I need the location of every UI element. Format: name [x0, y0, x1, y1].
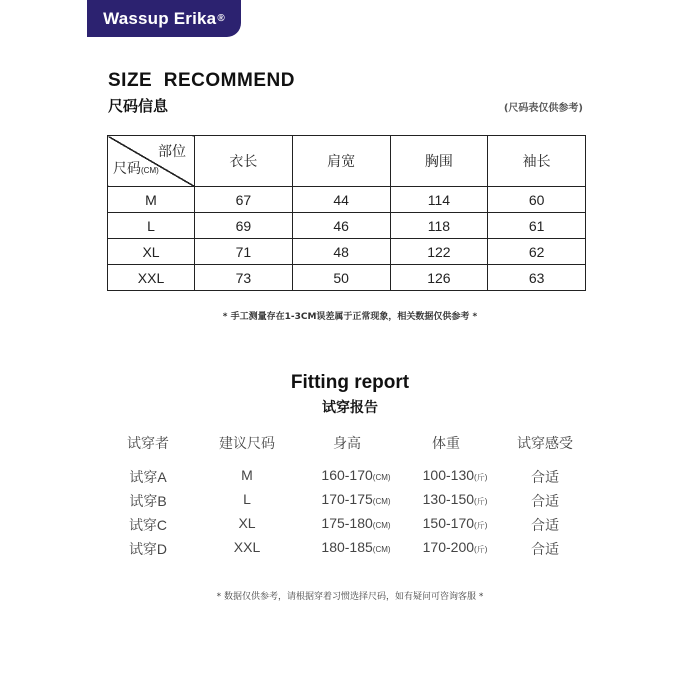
height-unit: (CM): [372, 473, 391, 482]
tester-size: L: [243, 491, 251, 507]
tester-feel: 合适: [531, 541, 559, 557]
tester-weight: [423, 515, 488, 531]
table-cell: 67: [195, 187, 293, 213]
table-cell: 71: [195, 239, 293, 265]
tester-size: XL: [238, 515, 256, 531]
table-cell: 62: [488, 239, 586, 265]
tester-height: [321, 515, 390, 531]
tester-height: [321, 539, 390, 555]
size-label: M: [108, 187, 195, 213]
fitting-footnote: * 数据仅供参考，请根据穿着习惯选择尺码，如有疑问可咨询客服 *: [216, 592, 484, 602]
fitting-row: [0, 491, 700, 515]
column-header: 胸围: [390, 136, 488, 187]
fitting-row: [0, 539, 700, 563]
corner-bottom-label: [113, 158, 159, 178]
table-cell: 63: [488, 265, 586, 291]
tester-size: M: [241, 467, 253, 483]
fitting-header: 建议尺码: [219, 435, 275, 451]
size-note: (尺码表仅供参考): [503, 103, 583, 114]
fitting-header: 试穿者: [127, 435, 169, 451]
table-cell: 50: [292, 265, 390, 291]
table-row: [108, 187, 586, 213]
fitting-row: [0, 515, 700, 539]
height-unit: (CM): [372, 521, 391, 530]
brand-logo: [87, 0, 241, 37]
weight-unit: (斤): [474, 521, 488, 530]
tester-name: 试穿A: [129, 469, 167, 485]
fitting-header: 试穿感受: [517, 435, 573, 451]
height-value: 160-170: [321, 467, 373, 483]
tester-height: [321, 491, 390, 507]
size-label: XL: [108, 239, 195, 265]
fitting-title-en: Fitting report: [290, 372, 410, 393]
tester-size: XXL: [233, 539, 261, 555]
column-header: 肩宽: [292, 136, 390, 187]
tester-feel: 合适: [531, 469, 559, 485]
tester-name: 试穿D: [128, 541, 168, 557]
tester-weight: [423, 539, 488, 555]
fitting-header: 身高: [333, 435, 361, 451]
brand-name: Wassup Erika: [103, 8, 217, 28]
tester-weight: [423, 467, 488, 483]
tester-name: 试穿B: [129, 493, 167, 509]
table-row: [108, 239, 586, 265]
table-cell: 126: [390, 265, 488, 291]
registered-mark: ®: [217, 13, 225, 24]
size-table-header: [108, 136, 586, 187]
size-label: XXL: [108, 265, 195, 291]
tester-weight: [423, 491, 488, 507]
weight-value: 170-200: [422, 539, 475, 555]
tester-height: [321, 467, 390, 483]
fitting-header: 体重: [432, 435, 460, 451]
table-cell: 61: [488, 213, 586, 239]
weight-value: 150-170: [422, 515, 475, 531]
table-cell: 60: [488, 187, 586, 213]
height-value: 180-185: [321, 539, 373, 555]
fitting-header-row: [0, 433, 700, 457]
corner-unit: (CM): [141, 166, 159, 175]
tester-name: 试穿C: [128, 517, 168, 533]
weight-unit: (斤): [474, 473, 488, 482]
table-cell: 122: [390, 239, 488, 265]
weight-unit: (斤): [474, 545, 488, 554]
fitting-row: [0, 467, 700, 491]
weight-unit: (斤): [474, 497, 488, 506]
table-cell: 73: [195, 265, 293, 291]
weight-value: 100-130: [422, 467, 475, 483]
size-footnote: * 手工测量存在1-3CM误差属于正常现象，相关数据仅供参考 *: [222, 312, 478, 322]
size-title-cn: 尺码信息: [108, 97, 169, 115]
size-table: [107, 135, 586, 291]
size-label: L: [108, 213, 195, 239]
size-title-en: SIZE RECOMMEND: [108, 70, 295, 91]
table-cell: 114: [390, 187, 488, 213]
height-unit: (CM): [372, 545, 391, 554]
table-row: [108, 265, 586, 291]
table-cell: 44: [292, 187, 390, 213]
corner-size-label: 尺码: [113, 160, 141, 176]
tester-feel: 合适: [531, 493, 559, 509]
fitting-title-cn: 试穿报告: [322, 400, 378, 416]
corner-top-label: 部位: [158, 143, 186, 159]
weight-value: 130-150: [422, 491, 475, 507]
corner-cell: [108, 136, 195, 187]
table-cell: 69: [195, 213, 293, 239]
tester-feel: 合适: [531, 517, 559, 533]
table-cell: 46: [292, 213, 390, 239]
height-unit: (CM): [372, 497, 391, 506]
height-value: 175-180: [321, 515, 373, 531]
table-cell: 118: [390, 213, 488, 239]
column-header: 衣长: [195, 136, 293, 187]
column-header: 袖长: [488, 136, 586, 187]
table-cell: 48: [292, 239, 390, 265]
table-row: [108, 213, 586, 239]
height-value: 170-175: [321, 491, 373, 507]
